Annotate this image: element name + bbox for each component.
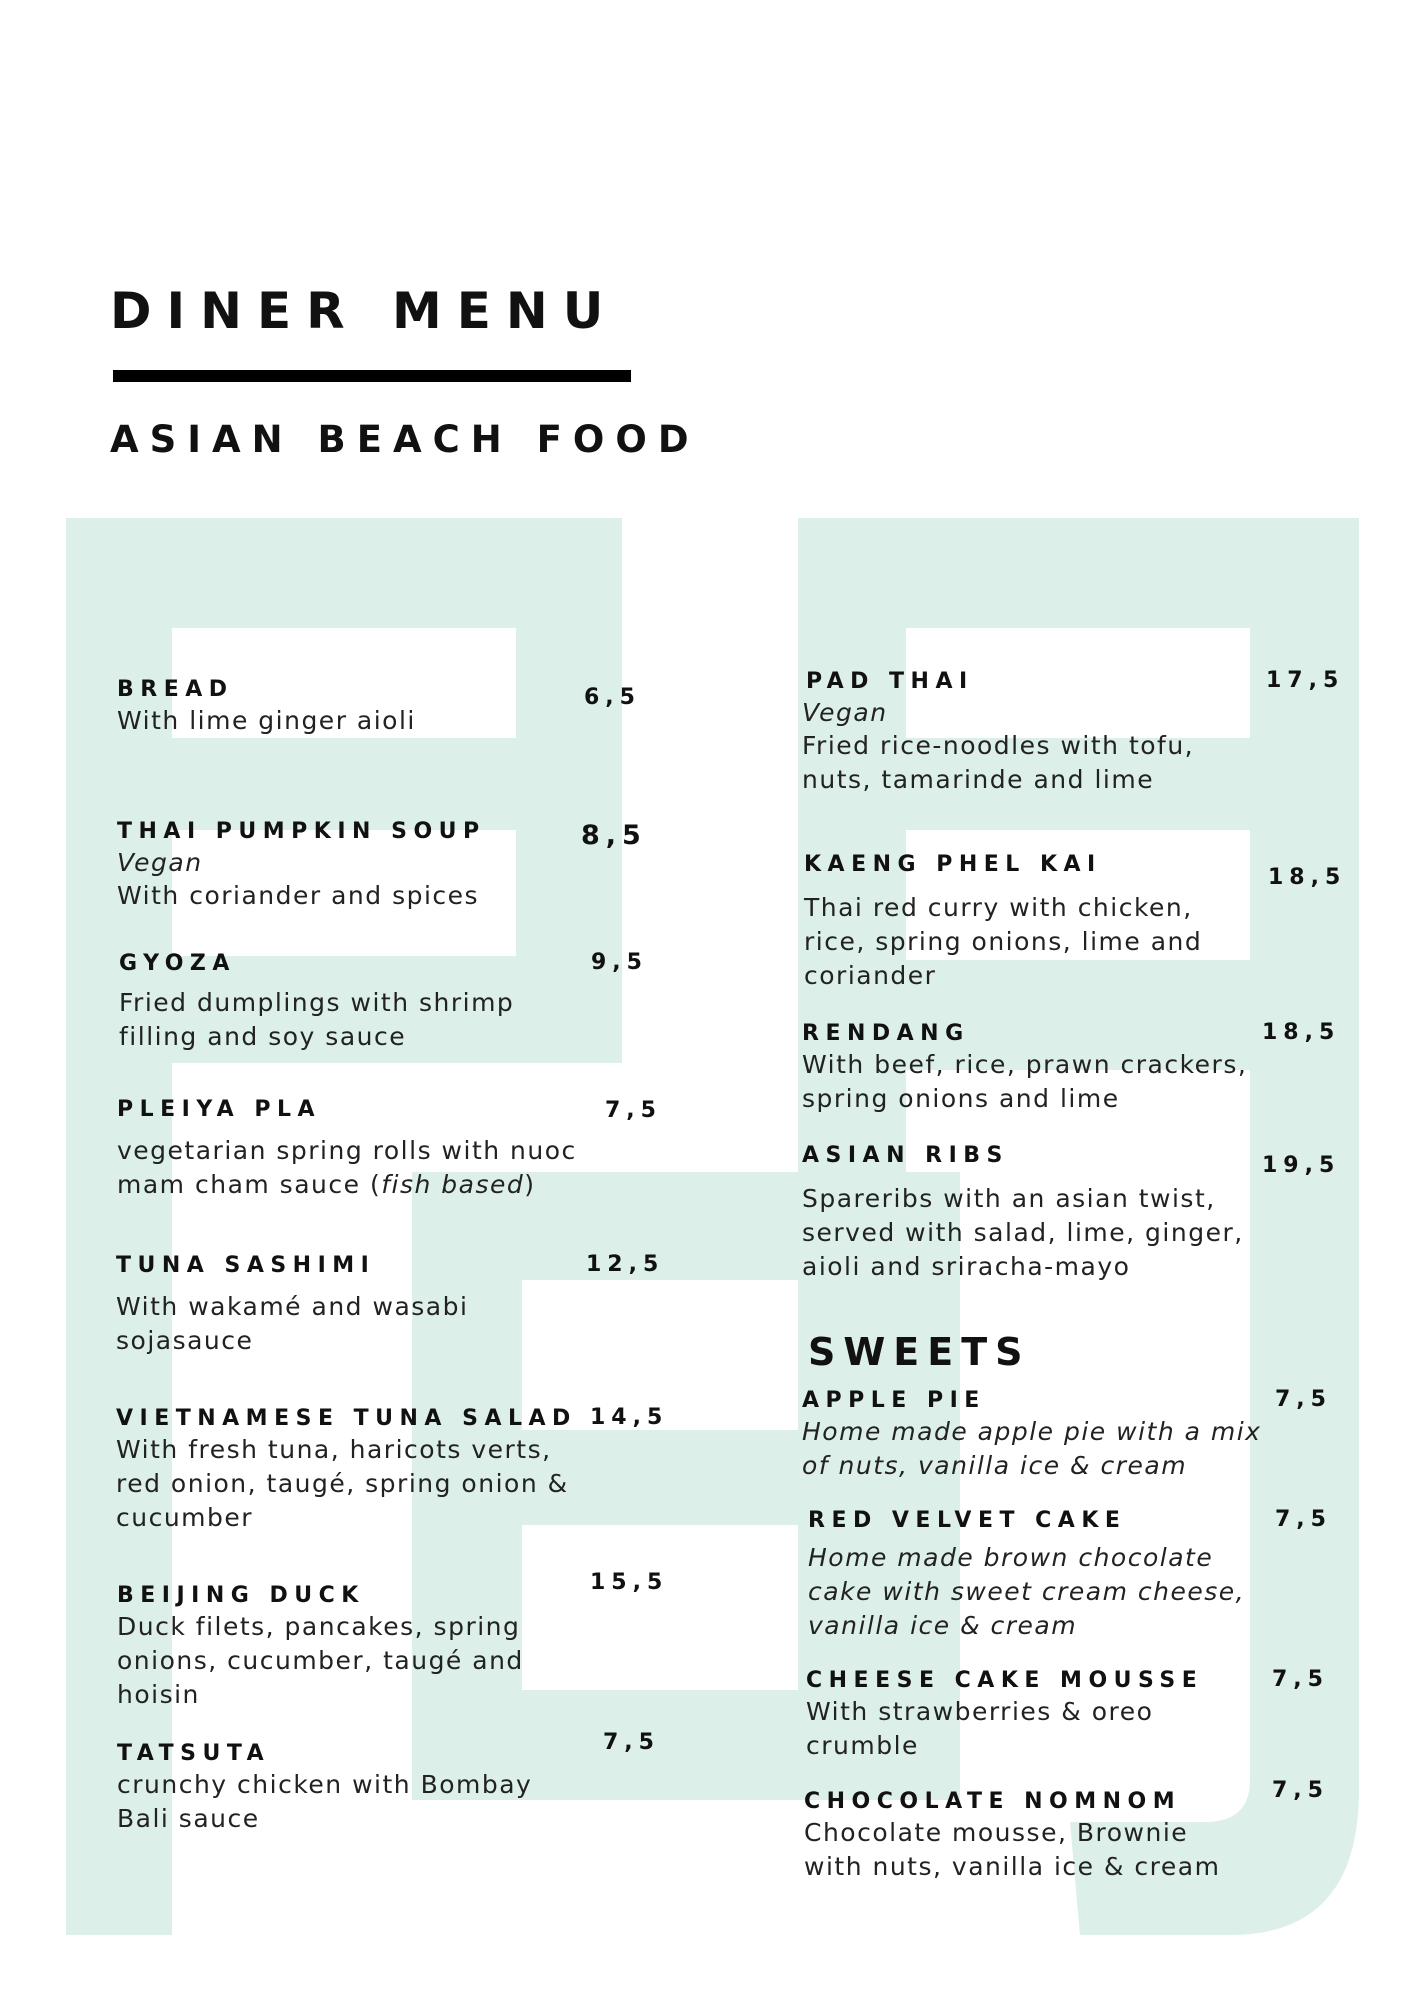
item-price: 7,5	[1275, 1507, 1332, 1532]
item-name: ASIAN RIBS	[802, 1143, 1009, 1168]
item-description: With fresh tuna, haricots verts, red onion, taugé, spring onion & cucumber	[116, 1435, 569, 1532]
item-description: crunchy chicken with Bombay Bali sauce	[117, 1770, 533, 1833]
item-price: 14,5	[590, 1405, 669, 1430]
desc-text: vegetarian spring rolls with nuoc mam cham sauce (	[117, 1136, 577, 1199]
menu-item-bread	[117, 676, 416, 738]
menu-item-tatsuta	[117, 1740, 532, 1836]
item-price: 7,5	[603, 1730, 660, 1755]
item-description: With lime ginger aioli	[117, 706, 416, 735]
item-price: 6,5	[584, 685, 641, 710]
item-price: 9,5	[591, 950, 648, 975]
item-price: 7,5	[1272, 1667, 1329, 1692]
item-name: PLEIYA PLA	[117, 1097, 322, 1122]
item-price: 19,5	[1262, 1153, 1341, 1178]
item-name: THAI PUMPKIN SOUP	[117, 819, 486, 844]
desc-text-end: )	[524, 1170, 536, 1199]
item-price: 15,5	[590, 1570, 669, 1595]
item-description: Chocolate mousse, Brownie with nuts, vanilla ice & cream	[804, 1818, 1221, 1881]
menu-subtitle: ASIAN BEACH FOOD	[110, 418, 700, 461]
item-price: 8,5	[581, 820, 647, 851]
item-description: With coriander and spices	[117, 881, 480, 910]
menu-item-pad-thai	[802, 668, 1194, 797]
menu-item-kaeng-phel-kai	[804, 851, 1202, 993]
item-price: 17,5	[1266, 668, 1345, 693]
item-price: 7,5	[605, 1098, 662, 1123]
item-name: GYOZA	[119, 951, 236, 976]
menu-item-apple-pie	[802, 1387, 1261, 1483]
item-name: KAENG PHEL KAI	[804, 852, 1102, 877]
item-name: CHEESE CAKE MOUSSE	[806, 1668, 1204, 1693]
item-note: Vegan	[117, 848, 203, 877]
item-description: With strawberries & oreo crumble	[806, 1697, 1154, 1760]
menu-item-pleiya-pla	[117, 1096, 577, 1202]
item-description	[117, 1134, 577, 1202]
menu-item-rendang	[802, 1020, 1247, 1116]
item-name: PAD THAI	[806, 669, 974, 694]
item-price: 7,5	[1275, 1387, 1332, 1412]
item-name: TATSUTA	[117, 1741, 271, 1766]
menu-item-asian-ribs	[802, 1142, 1244, 1284]
item-note: Vegan	[802, 698, 888, 727]
item-name: TUNA SASHIMI	[116, 1253, 376, 1278]
item-price: 18,5	[1268, 865, 1347, 890]
item-description: Fried dumplings with shrimp filling and soy sauce	[119, 988, 515, 1051]
item-description: With beef, rice, prawn crackers, spring onions and lime	[802, 1050, 1248, 1113]
item-price: 12,5	[586, 1252, 665, 1277]
menu-item-thai-pumpkin-soup	[117, 818, 486, 913]
item-description: With wakamé and wasabi sojasauce	[116, 1292, 469, 1355]
item-name: CHOCOLATE NOMNOM	[804, 1789, 1182, 1814]
item-name: RED VELVET CAKE	[808, 1508, 1127, 1533]
menu-title: DINER MENU	[110, 282, 619, 340]
item-description: Home made apple pie with a mix of nuts, vanilla ice & cream	[802, 1417, 1262, 1480]
item-price: 7,5	[1272, 1778, 1329, 1803]
menu-item-vietnamese-tuna-salad	[116, 1405, 577, 1535]
item-description: Duck filets, pancakes, spring onions, cucumber, taugé and hoisin	[117, 1612, 524, 1709]
item-price: 18,5	[1262, 1020, 1341, 1045]
menu-item-red-velvet-cake	[808, 1507, 1245, 1643]
menu-item-gyoza	[119, 950, 514, 1054]
item-name: VIETNAMESE TUNA SALAD	[116, 1406, 577, 1431]
desc-emphasis: fish based	[381, 1170, 525, 1199]
item-name: BEIJING DUCK	[117, 1583, 365, 1608]
menu-item-cheese-cake-mousse	[806, 1667, 1203, 1763]
item-name: RENDANG	[802, 1021, 970, 1046]
item-description: Fried rice-noodles with tofu, nuts, tamarinde and lime	[802, 731, 1195, 794]
section-title-sweets: SWEETS	[808, 1330, 1031, 1374]
title-underline	[113, 370, 631, 382]
menu-item-chocolate-nomnom	[804, 1788, 1220, 1884]
item-name: BREAD	[117, 677, 234, 702]
item-description: Spareribs with an asian twist, served with salad, lime, ginger, aioli and sriracha-mayo	[802, 1184, 1244, 1281]
menu-item-tuna-sashimi	[116, 1252, 468, 1358]
item-description: Home made brown chocolate cake with sweet cream cheese, vanilla ice & cream	[808, 1543, 1246, 1640]
item-name: APPLE PIE	[802, 1388, 986, 1413]
item-description: Thai red curry with chicken, rice, spring onions, lime and coriander	[804, 893, 1203, 990]
menu-item-beijing-duck	[117, 1582, 524, 1712]
